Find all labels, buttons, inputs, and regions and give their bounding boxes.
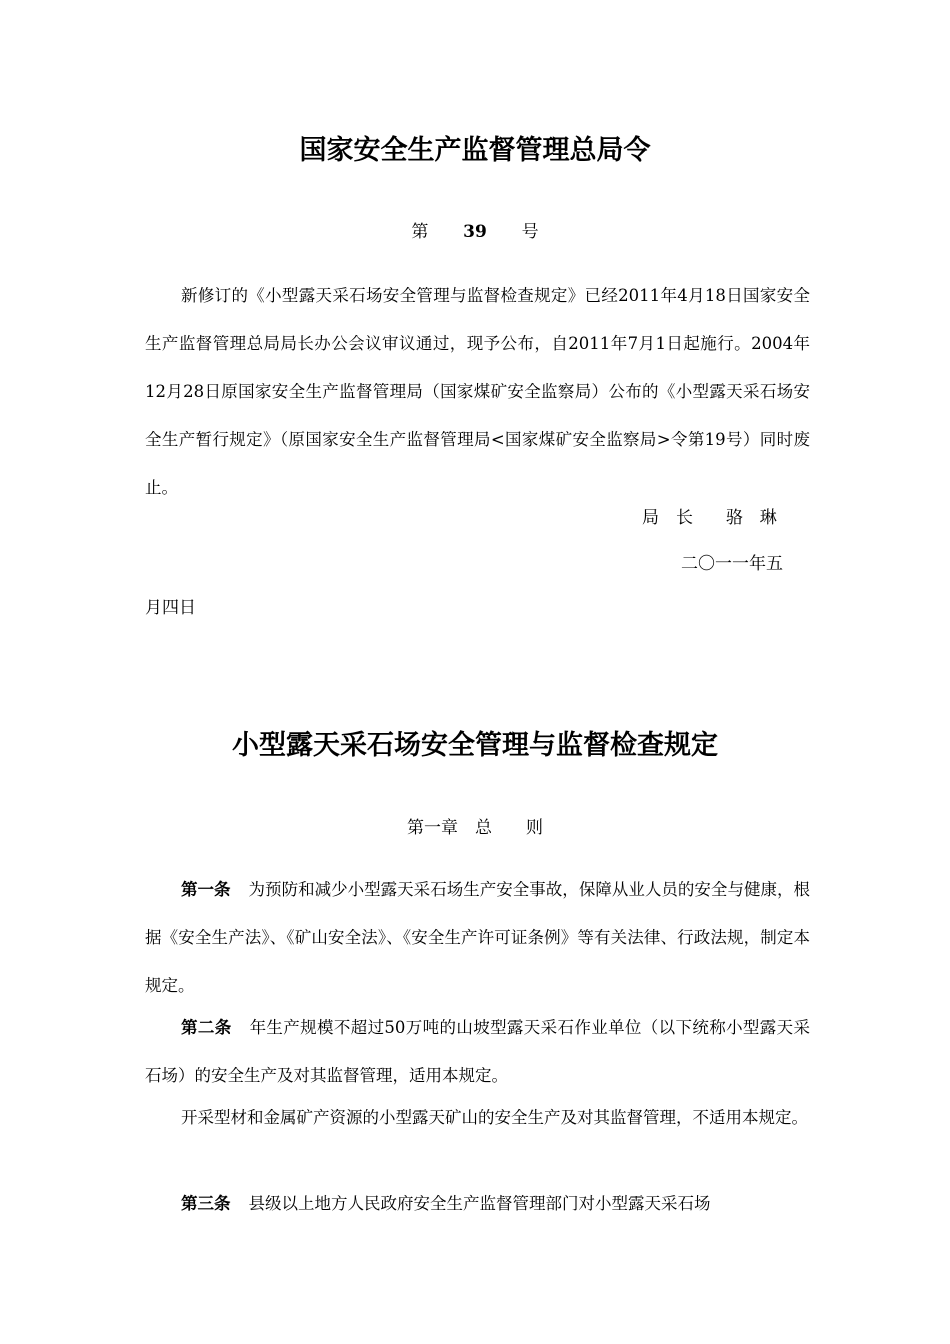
signer-line bbox=[642, 506, 777, 530]
article-1 bbox=[145, 866, 810, 1010]
order-number-value: 39 bbox=[463, 222, 487, 242]
article-1-label: 第一条 bbox=[181, 880, 231, 899]
article-3 bbox=[145, 1180, 810, 1228]
article-3-text: 县级以上地方人民政府安全生产监督管理部门对小型露天采石场 bbox=[248, 1194, 711, 1213]
order-title: 国家安全生产监督管理总局令 bbox=[299, 135, 651, 166]
article-2-label: 第二条 bbox=[181, 1018, 232, 1037]
order-number-suffix: 号 bbox=[521, 222, 539, 242]
order-date-line1: 二〇一一年五 bbox=[681, 554, 783, 574]
chapter-heading: 第一章 总 则 bbox=[407, 818, 543, 838]
article-2 bbox=[145, 1004, 810, 1100]
signer-title: 局 长 bbox=[642, 508, 693, 528]
article-3-label: 第三条 bbox=[181, 1194, 231, 1213]
order-number-prefix: 第 bbox=[411, 222, 429, 242]
order-date-line2: 月四日 bbox=[145, 598, 196, 618]
article-1-text: 为预防和减少小型露天采石场生产安全事故，保障从业人员的安全与健康，根据《安全生产法》、《矿山安全法》、《安全生产许可证条例》等有关法律、行政法规，制定本规定。 bbox=[145, 880, 811, 995]
regulation-title: 小型露天采石场安全管理与监督检查规定 bbox=[232, 730, 718, 761]
signer-name: 骆 琳 bbox=[725, 508, 777, 528]
article-2-text: 年生产规模不超过50万吨的山坡型露天采石作业单位（以下统称小型露天采石场）的安全生产及对其监督管理，适用本规定。 bbox=[145, 1018, 811, 1085]
order-number bbox=[0, 220, 950, 244]
article-2-paragraph-2: 开采型材和金属矿产资源的小型露天矿山的安全生产及对其监督管理，不适用本规定。 bbox=[181, 1108, 808, 1127]
order-body: 新修订的《小型露天采石场安全管理与监督检查规定》已经2011年4月18日国家安全生产监督管理总局局长办公会议审议通过，现予公布，自2011年7月1日起施行。2004年12月28日原国家安全生产监督管理局（国家煤矿安全监察局）公布的《小型露天采石场安全生产暂行规定》（原国家安全生产监督管理局<国家煤矿安全监察局>令第19号）同时废止。 bbox=[145, 286, 810, 497]
